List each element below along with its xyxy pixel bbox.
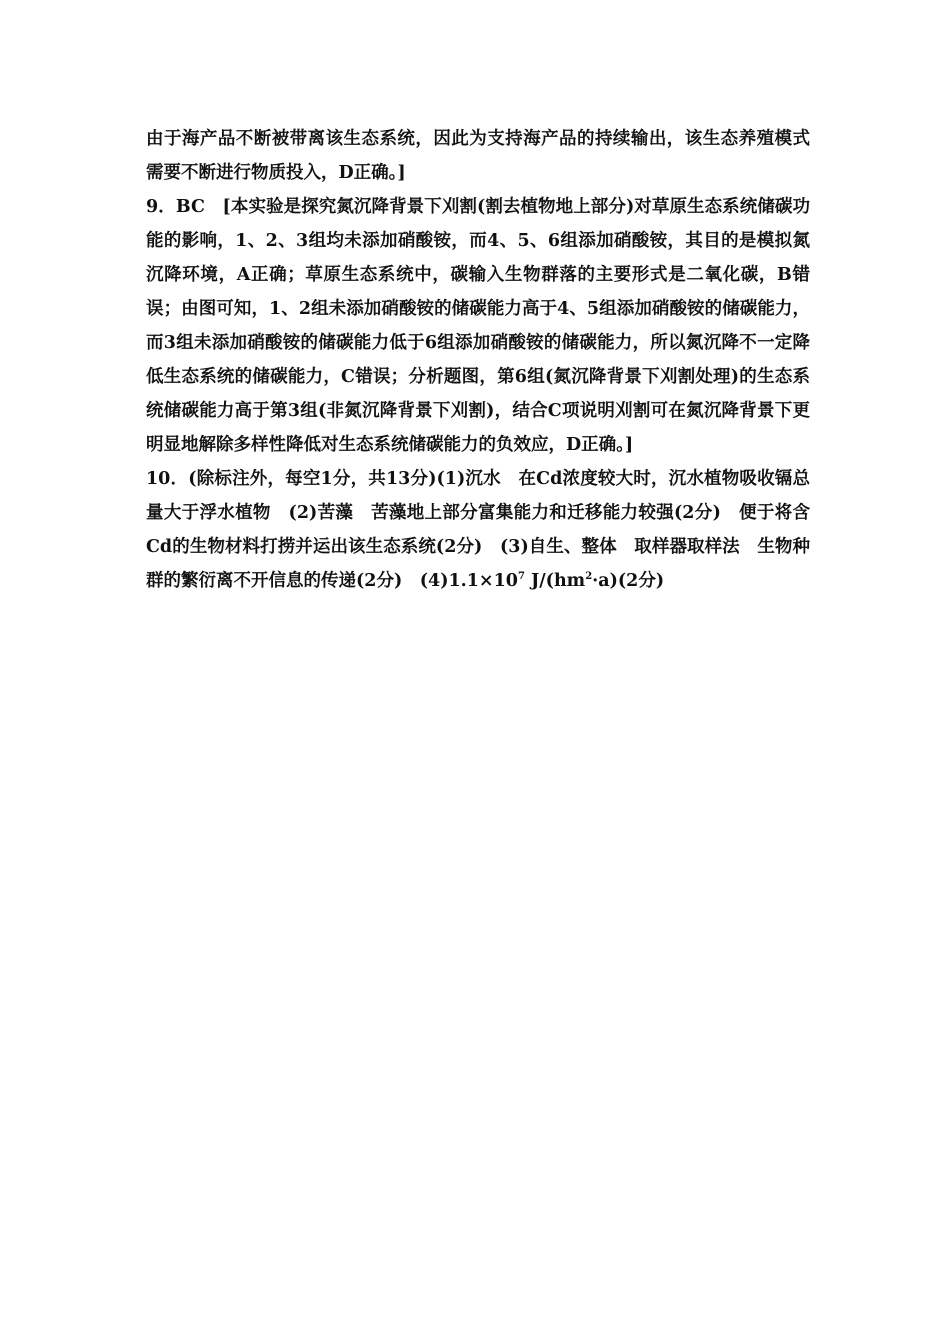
answer-10-end: ·a)(2分) <box>592 571 665 591</box>
answer-9: 9．BC [本实验是探究氮沉降背景下刈割(割去植物地上部分)对草原生态系统储碳功能的影响，1、2、3组均未添加硝酸铵，而4、5、6组添加硝酸铵，其目的是模拟氮沉降环境，A正确；草原生态系统中，碳输入生物群落的主要形式是二氧化碳，B错误；由图可知，1、2组未添加硝酸铵的储碳能力高于4、5组添加硝酸铵的储碳能力，而3组未添加硝酸铵的储碳能力低于6组添加硝酸铵的储碳能力，所以氮沉降不一定降低生态系统的储碳能力，C错误；分析题图，第6组(氮沉降背景下刈割处理)的生态系统储碳能力高于第3组(非氮沉降背景下刈割)，结合C项说明刈割可在氮沉降背景下更明显地解除多样性降低对生态系统储碳能力的负效应，D正确。] <box>146 197 810 455</box>
answer-8-continuation: 由于海产品不断被带离该生态系统，因此为支持海产品的持续输出，该生态养殖模式需要不断进行物质投入，D正确。] <box>146 129 810 183</box>
answer-10-unit: J/(hm <box>524 571 586 591</box>
answer-page <box>146 122 810 598</box>
answer-10-text: 10．(除标注外，每空1分，共13分)(1)沉水 在Cd浓度较大时，沉水植物吸收镉总量大于浮水植物 (2)苦藻 苦藻地上部分富集能力和迁移能力较强(2分) 便于将含Cd的生物材料打捞并运出该生态系统(2分) (3)自生、整体 取样器取样法 生物种群的繁衍离不开信息的传递(2分) (4)1.1×10 <box>146 469 810 591</box>
answer-10 <box>146 462 810 598</box>
exponent-7: 7 <box>517 571 525 583</box>
exponent-2: 2 <box>585 571 593 583</box>
